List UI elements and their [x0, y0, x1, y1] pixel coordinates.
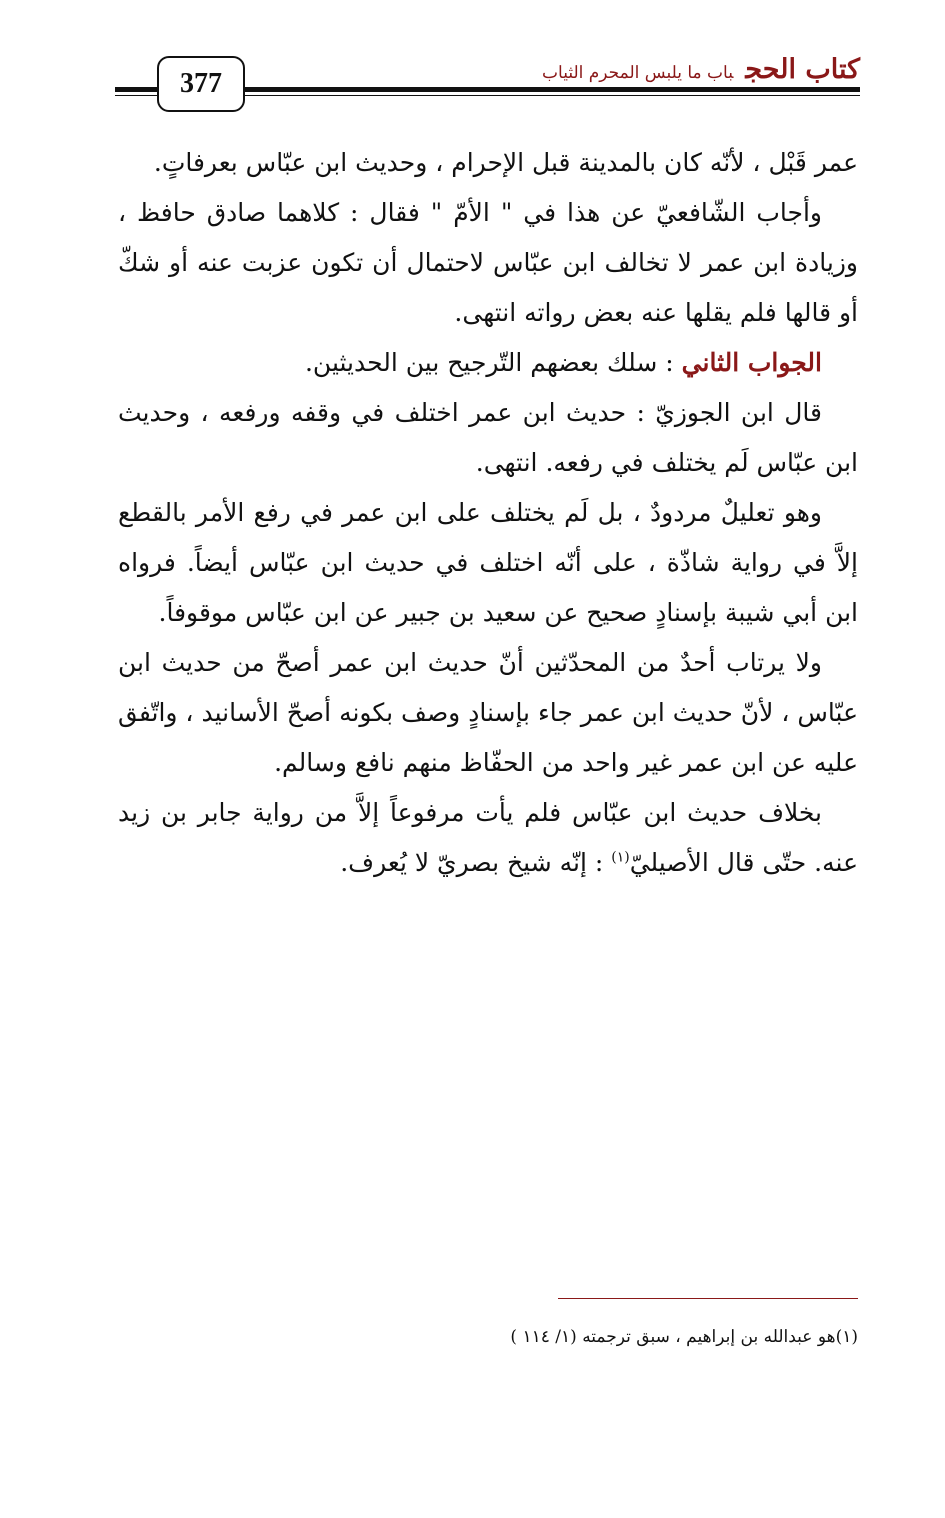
footnote: (١)هو عبدالله بن إبراهيم ، سبق ترجمته (١/ ١١٤ )	[510, 1327, 858, 1347]
footnote-divider	[558, 1298, 858, 1299]
footnote-reference[interactable]: (١)	[611, 849, 630, 866]
paragraph-3-text: : سلك بعضهم التّرجيح بين الحديثين.	[304, 348, 682, 377]
paragraph-7	[118, 788, 858, 888]
paragraph-7-text-end: : إنّه شيخ بصريّ لا يُعرف.	[340, 848, 612, 877]
book-title: كتاب الحج	[745, 54, 860, 85]
paragraph-5: وهو تعليلٌ مردودٌ ، بل لَم يختلف على ابن عمر في رفع الأمر بالقطع إلاَّ في رواية شاذّة ، على أنّه اختلف في حديث ابن عبّاس أيضاً. فرواه ابن أبي شيبة بإسنادٍ صحيح عن سعيد بن جبير عن ابن عبّاس موقوفاً.	[118, 498, 858, 627]
chapter-title: باب ما يلبس المحرم الثياب	[542, 63, 734, 83]
paragraph-6: ولا يرتاب أحدٌ من المحدّثين أنّ حديث ابن عمر أصحّ من حديث ابن عبّاس ، لأنّ حديث ابن عمر جاء بإسنادٍ وصف بكونه أصحّ الأسانيد ، واتّفق عليه عن ابن عمر غير واحد من الحفّاظ منهم نافع وسالم.	[118, 648, 858, 777]
page-header	[115, 52, 860, 112]
answer-heading: الجواب الثاني	[681, 348, 822, 377]
paragraph-7-text: بخلاف حديث ابن عبّاس فلم يأت مرفوعاً إلاَّ من رواية جابر بن زيد عنه. حتّى قال الأصيليّ	[118, 798, 858, 877]
paragraph-4: قال ابن الجوزيّ : حديث ابن عمر اختلف في وقفه ورفعه ، وحديث ابن عبّاس لَم يختلف في رفعه. انتهى.	[118, 398, 858, 477]
page-number: 377	[157, 56, 245, 112]
paragraph-2: وأجاب الشّافعيّ عن هذا في " الأمّ " فقال : كلاهما صادق حافظ ، وزيادة ابن عمر لا تخالف ابن عبّاس لاحتمال أن تكون عزبت عنه أو شكّ أو قالها فلم يقلها عنه بعض رواته انتهى.	[118, 198, 858, 327]
running-title	[542, 54, 860, 85]
paragraph-1: عمر قَبْل ، لأنّه كان بالمدينة قبل الإحرام ، وحديث ابن عبّاس بعرفاتٍ.	[153, 148, 858, 177]
paragraph-3	[118, 338, 858, 388]
main-text	[118, 138, 858, 888]
